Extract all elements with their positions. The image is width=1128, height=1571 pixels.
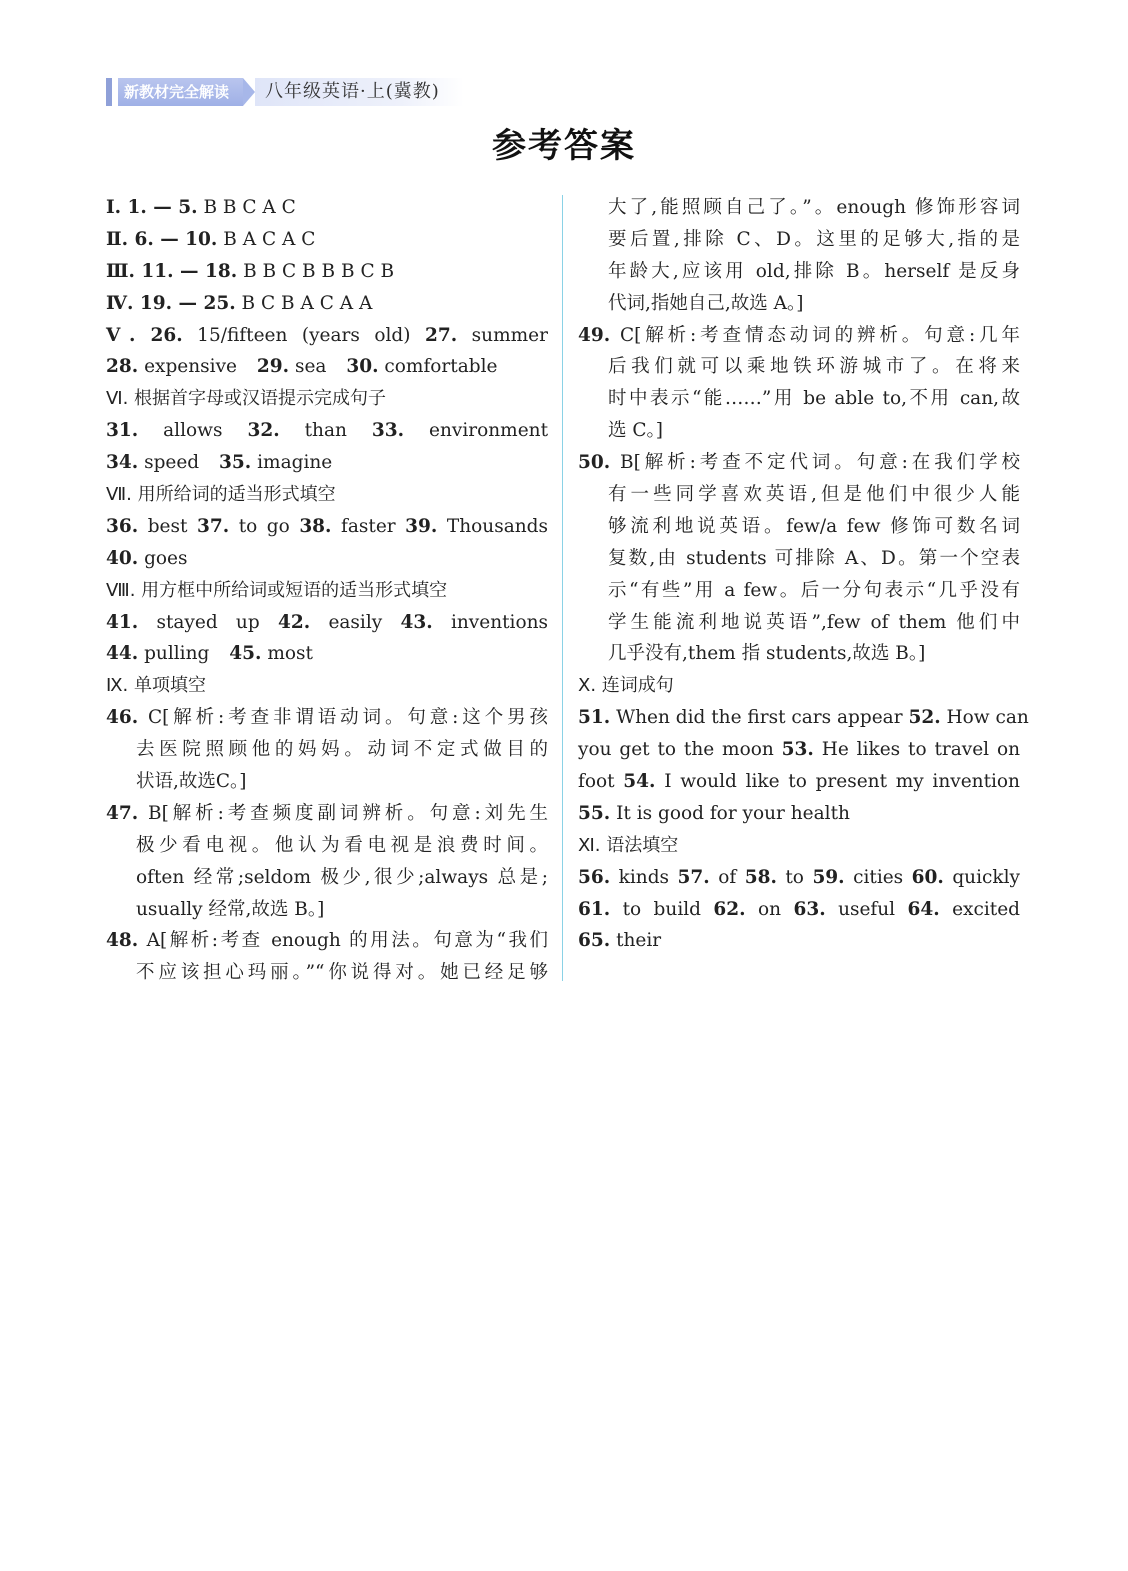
item-number: 57.	[677, 866, 710, 888]
item-answer: goes	[144, 547, 188, 569]
explanation-50-line-6: 学生能流利地说英语”,few of them 他们中	[608, 611, 1020, 633]
answer-line-s4	[106, 288, 548, 320]
item-number: 33.	[371, 420, 405, 442]
item-number: 49.	[578, 324, 611, 346]
item-number: 50.	[578, 452, 611, 474]
item-answer: comfortable	[384, 356, 498, 378]
answer-line-s6-1	[106, 415, 548, 447]
header-accent-bar	[106, 78, 112, 106]
item-answer: 15/fifteen (years old)	[197, 324, 411, 346]
explanation-50-line-2: 有一些同学喜欢英语,但是他们中很少人能	[608, 484, 1020, 506]
explanation-47-line-1	[106, 798, 548, 830]
item-number: 35.	[219, 452, 252, 474]
page-title: 参考答案	[492, 126, 636, 166]
item-number: 39.	[405, 515, 438, 537]
explanation-46-line-3: 状语,故选C。]	[136, 771, 247, 793]
explanation-48-line-2: 不应该担心玛丽。”“你说得对。她已经足够	[136, 962, 548, 984]
item-answer: than	[304, 420, 347, 442]
item-answer: Thousands	[446, 515, 548, 537]
item-answer: on	[758, 898, 782, 920]
answer-letters: B B C A C	[203, 197, 296, 218]
item-number: 59.	[812, 866, 845, 888]
item-number: 52.	[908, 707, 941, 729]
item-number: 62.	[713, 898, 746, 920]
explanation-48-line-1	[106, 925, 548, 957]
section-heading-11: Ⅺ. 语法填空	[578, 834, 679, 856]
item-number: 44.	[106, 643, 139, 665]
section-roman: Ⅲ	[106, 260, 129, 282]
section-heading-10: Ⅹ. 连词成句	[578, 675, 674, 697]
answer-line-s8-1	[106, 607, 548, 639]
answer-line-s5-2	[106, 351, 548, 383]
header-brand: 新教材完全解读	[118, 78, 243, 106]
explanation-49-line-2: 后我们就可以乘地铁环游城市了。在将来	[608, 356, 1020, 378]
item-number: 58.	[744, 866, 777, 888]
answer-line-s6-2	[106, 447, 548, 479]
answer-letters: B A C A C	[223, 228, 316, 250]
item-number: 54.	[623, 771, 656, 793]
explanation-47-line-4: usually 经常,故选 B。]	[136, 898, 325, 920]
item-number: 51.	[578, 707, 611, 729]
sentence-text: foot	[578, 771, 615, 793]
explanation-48-line-6: 代词,指她自己,故选 A。]	[608, 292, 804, 314]
answer-line-s2	[106, 224, 548, 256]
question-range: . 6. — 10.	[121, 228, 218, 250]
section-roman: Ⅴ	[106, 324, 129, 346]
item-number: 63.	[793, 898, 826, 920]
grammar-line-1	[578, 862, 1020, 894]
item-number: 30.	[346, 356, 379, 378]
item-number: 61.	[578, 898, 611, 920]
item-number: 27.	[424, 324, 458, 346]
item-number: 56.	[578, 866, 611, 888]
explanation-48-line-3: 大了,能照顾自己了。”。enough 修饰形容词	[608, 197, 1020, 218]
item-answer: to	[785, 866, 804, 888]
explanation-48-line-4: 要后置,排除 C、D。这里的足够大,指的是	[608, 228, 1020, 250]
right-column	[578, 192, 1029, 957]
explanation-49-line-1	[578, 320, 1020, 352]
explanation-text: C[解析:考查情态动词的辨析。句意:几年	[619, 324, 1020, 346]
explanation-50-line-4: 复数,由 students 可排除 A、D。第一个空表	[608, 547, 1020, 569]
item-number: 26.	[150, 324, 183, 346]
answer-line-s1	[106, 192, 548, 224]
item-number: 65.	[578, 930, 611, 952]
item-answer: sea	[294, 356, 327, 378]
item-answer: stayed up	[156, 611, 260, 633]
explanation-text: A[解析:考查 enough 的用法。句意为“我们	[146, 930, 548, 952]
item-answer: imagine	[257, 452, 333, 474]
item-number: 31.	[106, 420, 139, 442]
item-answer: cities	[853, 866, 904, 888]
sentence-line-1	[578, 702, 1029, 734]
item-answer: to build	[622, 898, 701, 920]
answer-line-s5-1: Ⅴ. 26. 15/fifteen (years old) 27. summer	[106, 324, 548, 346]
item-answer: useful	[838, 898, 896, 920]
answer-letters: B C B A C A A	[241, 292, 373, 314]
explanation-47-line-3: often 经常;seldom 极少,很少;always 总是;	[136, 866, 548, 888]
item-number: 38.	[299, 515, 332, 537]
explanation-48-line-5: 年龄大,应该用 old,排除 B。herself 是反身	[608, 260, 1020, 282]
item-answer: easily	[328, 611, 383, 633]
item-number: 47.	[106, 802, 139, 824]
item-answer: best	[147, 515, 188, 537]
sentence-text: you get to the moon	[578, 739, 774, 761]
item-answer: kinds	[618, 866, 670, 888]
item-number: 45.	[229, 643, 262, 665]
item-answer: expensive	[144, 356, 237, 378]
item-number: 41.	[106, 611, 139, 633]
question-range: . 19. — 25.	[127, 292, 236, 314]
item-answer: speed	[144, 452, 200, 474]
section-heading-8: Ⅷ. 用方框中所给词或短语的适当形式填空	[106, 579, 448, 601]
item-answer: allows	[163, 420, 223, 442]
answer-line-s7-2	[106, 543, 548, 575]
item-answer: quickly	[952, 866, 1020, 888]
answer-line-s3	[106, 256, 548, 288]
sentence-text: It is good for your health	[616, 802, 850, 824]
item-answer: their	[616, 930, 662, 952]
item-number: 46.	[106, 707, 139, 729]
item-number: 40.	[106, 547, 139, 569]
answer-letters: B B C B B B C B	[243, 260, 395, 282]
section-heading-6: Ⅵ. 根据首字母或汉语提示完成句子	[106, 388, 387, 410]
explanation-text: C[解析:考查非谓语动词。句意:这个男孩	[147, 707, 548, 729]
section-heading-7: Ⅶ. 用所给词的适当形式填空	[106, 484, 336, 506]
sentence-line-2	[578, 734, 1020, 766]
item-number: 42.	[277, 611, 311, 633]
sentence-text: How can	[946, 707, 1029, 729]
section-roman: Ⅱ	[106, 228, 122, 250]
sentence-text: When did the first cars appear	[616, 707, 903, 729]
explanation-46-line-2: 去医院照顾他的妈妈。动词不定式做目的	[136, 739, 548, 761]
section-heading-9: Ⅸ. 单项填空	[106, 675, 206, 697]
item-answer: inventions	[450, 611, 549, 633]
explanation-50-line-3: 够流利地说英语。few/a few 修饰可数名词	[608, 515, 1020, 537]
item-answer: faster	[341, 515, 396, 537]
item-number: 36.	[106, 515, 139, 537]
explanation-text: B[解析:考查不定代词。句意:在我们学校	[620, 452, 1020, 474]
item-number: 60.	[911, 866, 944, 888]
item-number: 29.	[256, 356, 290, 378]
item-answer: to go	[238, 515, 290, 537]
question-range: . 11. — 18.	[128, 260, 238, 282]
item-answer: environment	[429, 420, 549, 442]
explanation-50-line-5: 示“有些”用 a few。后一分句表示“几乎没有	[608, 579, 1020, 601]
grammar-line-3	[578, 925, 1020, 957]
section-roman: Ⅳ	[106, 292, 127, 314]
header-band	[106, 78, 464, 106]
item-number: 55.	[578, 802, 611, 824]
header-subject: 八年级英语·上(冀教)	[255, 78, 464, 106]
header-arrow-icon	[243, 78, 255, 106]
answer-line-s7-1	[106, 511, 548, 543]
sentence-text: He likes to travel on	[821, 739, 1021, 761]
item-number: 64.	[907, 898, 940, 920]
item-answer: excited	[952, 898, 1020, 920]
explanation-49-line-3: 时中表示“能……”用 be able to,不用 can,故	[608, 388, 1020, 410]
item-answer: of	[718, 866, 737, 888]
explanation-50-line-1	[578, 447, 1020, 479]
explanation-50-line-7: 几乎没有,them 指 students,故选 B。]	[608, 643, 926, 665]
question-range: . 1. — 5.	[114, 197, 198, 218]
sentence-line-3	[578, 766, 1020, 798]
item-number: 48.	[106, 930, 139, 952]
sentence-text: I would like to present my invention	[664, 771, 1020, 793]
sentence-line-4	[578, 798, 1020, 830]
item-number: 43.	[400, 611, 433, 633]
column-divider	[562, 195, 563, 981]
section-roman: Ⅰ	[106, 197, 115, 218]
item-number: 28.	[106, 356, 139, 378]
explanation-46-line-1	[106, 702, 548, 734]
answer-line-s8-2	[106, 638, 548, 670]
explanation-49-line-4: 选 C。]	[608, 420, 664, 442]
item-answer: summer	[471, 324, 548, 346]
item-number: 53.	[781, 739, 814, 761]
item-answer: pulling	[144, 643, 210, 665]
item-number: 34.	[106, 452, 139, 474]
item-number: 32.	[247, 420, 280, 442]
explanation-47-line-2: 极少看电视。他认为看电视是浪费时间。	[136, 834, 548, 856]
item-answer: most	[267, 643, 313, 665]
explanation-text: B[解析:考查频度副词辨析。句意:刘先生	[148, 802, 548, 824]
item-number: 37.	[196, 515, 230, 537]
left-column	[106, 192, 548, 989]
grammar-line-2	[578, 894, 1020, 926]
